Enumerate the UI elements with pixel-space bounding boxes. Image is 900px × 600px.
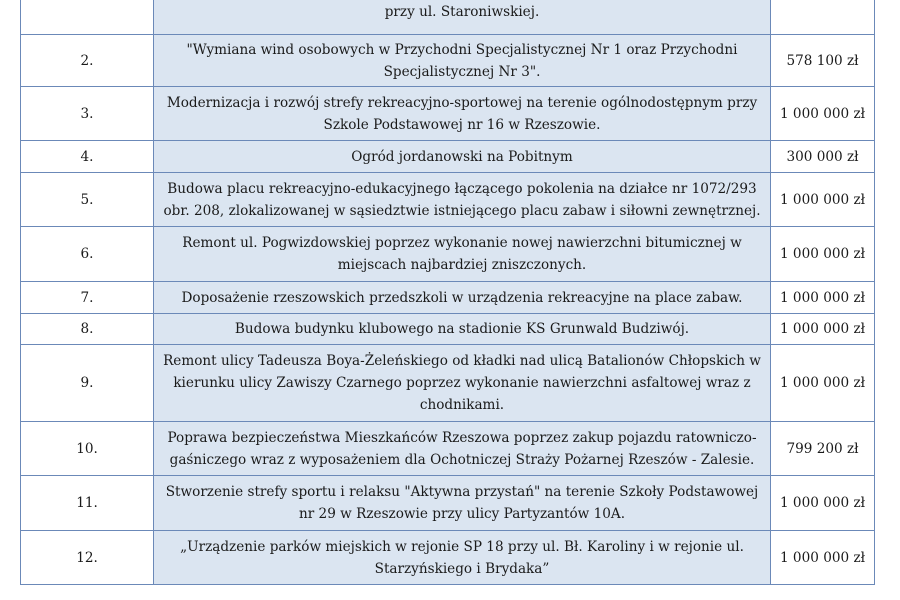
- project-amount: [771, 0, 875, 35]
- document-page: [20, 0, 874, 585]
- row-number: 3.: [21, 87, 154, 141]
- project-description: Remont ulicy Tadeusza Boya-Żeleńskiego od kładki nad ulicą Batalionów Chłopskich w kierunku ulicy Zawiszy Czarnego poprzez wykonanie nawierzchni asfaltowej wraz z chodnikami.: [154, 345, 771, 422]
- project-amount: 1 000 000 zł: [771, 87, 875, 141]
- row-number: 10.: [21, 422, 154, 476]
- project-description: Stworzenie strefy sportu i relaksu "Aktywna przystań" na terenie Szkoły Podstawowej nr 29 w Rzeszowie przy ulicy Partyzantów 10A.: [154, 476, 771, 531]
- project-amount: 1 000 000 zł: [771, 282, 875, 314]
- project-amount: 1 000 000 zł: [771, 173, 875, 227]
- project-description: Poprawa bezpieczeństwa Mieszkańców Rzeszowa poprzez zakup pojazdu ratowniczo-gaśniczego wraz z wyposażeniem dla Ochotniczej Straży Pożarnej Rzeszów - Zalesie.: [154, 422, 771, 476]
- table-row: [21, 35, 875, 87]
- table-row: [21, 422, 875, 476]
- projects-table: [20, 0, 875, 585]
- project-description: Doposażenie rzeszowskich przedszkoli w urządzenia rekreacyjne na place zabaw.: [154, 282, 771, 314]
- row-number: 8.: [21, 314, 154, 345]
- project-amount: 1 000 000 zł: [771, 314, 875, 345]
- row-number: 2.: [21, 35, 154, 87]
- project-amount: 1 000 000 zł: [771, 476, 875, 531]
- table-row: [21, 227, 875, 282]
- project-amount: 300 000 zł: [771, 141, 875, 173]
- table-row: [21, 282, 875, 314]
- project-amount: 578 100 zł: [771, 35, 875, 87]
- row-number: 5.: [21, 173, 154, 227]
- project-description: "Wymiana wind osobowych w Przychodni Specjalistycznej Nr 1 oraz Przychodni Specjalistycznej Nr 3".: [154, 35, 771, 87]
- table-row: [21, 87, 875, 141]
- row-number: 7.: [21, 282, 154, 314]
- project-amount: 1 000 000 zł: [771, 531, 875, 585]
- project-amount: 799 200 zł: [771, 422, 875, 476]
- table-row: [21, 476, 875, 531]
- project-description: Modernizacja i rozwój strefy rekreacyjno-sportowej na terenie ogólnodostępnym przy Szkole Podstawowej nr 16 w Rzeszowie.: [154, 87, 771, 141]
- project-description: Budowa budynku klubowego na stadionie KS Grunwald Budziwój.: [154, 314, 771, 345]
- project-description: „Urządzenie parków miejskich w rejonie SP 18 przy ul. Bł. Karoliny i w rejonie ul. Starzyńskiego i Brydaka”: [154, 531, 771, 585]
- project-amount: 1 000 000 zł: [771, 227, 875, 282]
- table-row: [21, 141, 875, 173]
- table-row: [21, 173, 875, 227]
- row-number: 6.: [21, 227, 154, 282]
- table-row: [21, 314, 875, 345]
- table-row: [21, 345, 875, 422]
- project-description: Remont ul. Pogwizdowskiej poprzez wykonanie nowej nawierzchni bitumicznej w miejscach najbardziej zniszczonych.: [154, 227, 771, 282]
- row-number: [21, 0, 154, 35]
- project-amount: 1 000 000 zł: [771, 345, 875, 422]
- table-row: [21, 531, 875, 585]
- row-number: 9.: [21, 345, 154, 422]
- project-description: przy ul. Staroniwskiej.: [154, 0, 771, 35]
- row-number: 4.: [21, 141, 154, 173]
- row-number: 11.: [21, 476, 154, 531]
- project-description: Budowa placu rekreacyjno-edukacyjnego łączącego pokolenia na działce nr 1072/293 obr. 208, zlokalizowanej w sąsiedztwie istniejącego placu zabaw i siłowni zewnętrznej.: [154, 173, 771, 227]
- project-description: Ogród jordanowski na Pobitnym: [154, 141, 771, 173]
- row-number: 12.: [21, 531, 154, 585]
- table-row: [21, 0, 875, 35]
